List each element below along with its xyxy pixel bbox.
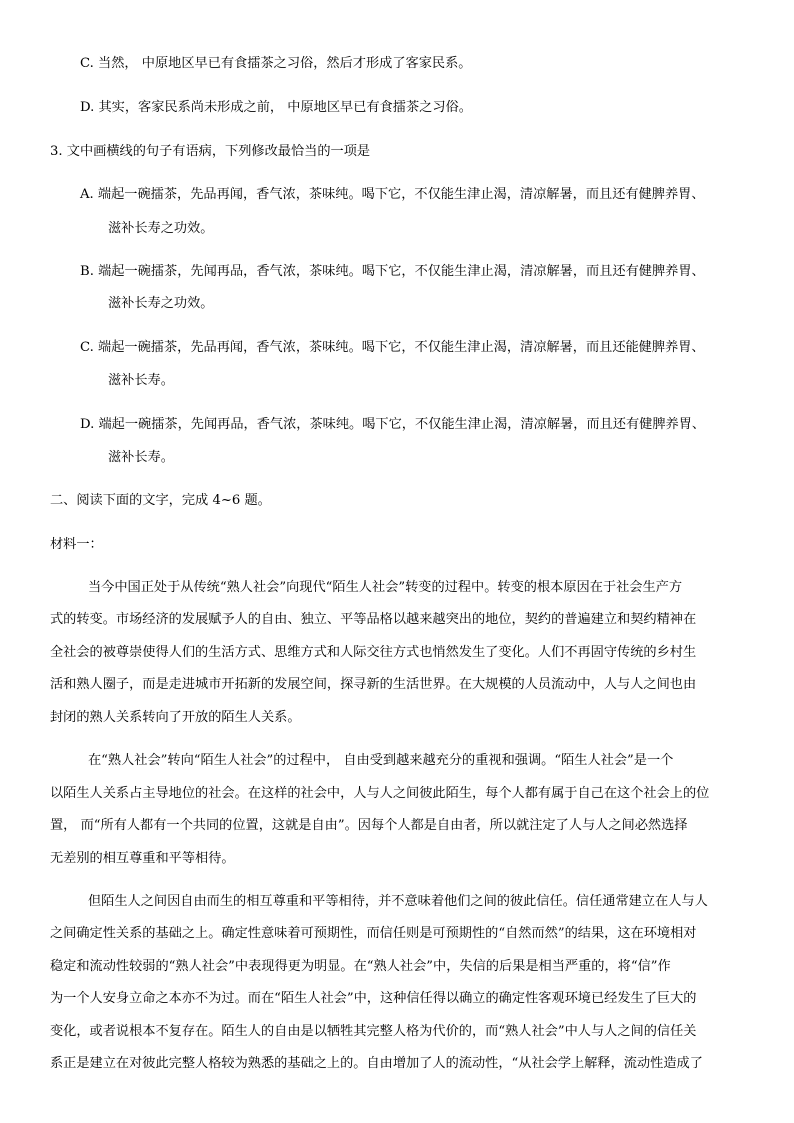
option-c-q3-line1: C. 端起一碗擂茶，先品再闻，香气浓，茶味纯。喝下它，不仅能生津止渴，清凉解暑，而且还能健脾养胃、 xyxy=(80,340,705,355)
paragraph-line: 式的转变。市场经济的发展赋予人的自由、独立、平等品格以越来越突出的地位，契约的普遍建立和契约精神在 xyxy=(50,612,697,627)
option-a-q3-line2: 滋补长寿之功效。 xyxy=(108,221,214,236)
option-c-q3-line2: 滋补长寿。 xyxy=(108,373,174,388)
paragraph-line: 封闭的熟人关系转向了开放的陌生人关系。 xyxy=(50,710,301,725)
question-3-stem: 3. 文中画横线的句子有语病，下列修改最恰当的一项是 xyxy=(50,144,371,159)
paragraph-line: 稳定和流动性较弱的“熟人社会”中表现得更为明显。在“熟人社会”中，失信的后果是相当严重的，将“信”作 xyxy=(50,959,671,974)
paragraph-line: 当今中国正处于从传统“熟人社会”向现代“陌生人社会”转变的过程中。转变的根本原因在于社会生产方 xyxy=(88,580,683,595)
paragraph-line: 无差别的相互尊重和平等相待。 xyxy=(50,851,235,866)
paragraph-line: 为一个人安身立命之本亦不为过。而在“陌生人社会”中，这种信任得以确立的确定性客观环境已经发生了巨大的 xyxy=(50,991,697,1006)
paragraph-line: 但陌生人之间因自由而生的相互尊重和平等相待，并不意味着他们之间的彼此信任。信任通常建立在人与人 xyxy=(88,894,708,909)
option-b-q3-line2: 滋补长寿之功效。 xyxy=(108,296,214,311)
paragraph-line: 之间确定性关系的基础之上。确定性意味着可预期性，而信任则是可预期性的“自然而然”的结果，这在环境相对 xyxy=(50,926,697,941)
paragraph-line: 置， 而“所有人都有一个共同的位置，这就是自由”。因每个人都是自由者，所以就注定了人与人之间必然选择 xyxy=(50,818,688,833)
paragraph-line: 在“熟人社会”转向“陌生人社会”的过程中， 自由受到越来越充分的重视和强调。“陌生人社会”是一个 xyxy=(88,753,674,768)
option-a-q3-line1: A. 端起一碗擂茶，先品再闻，香气浓，茶味纯。喝下它，不仅能生津止渴，清凉解暑，而且还有健脾养胃、 xyxy=(80,187,705,202)
option-d-q2: D. 其实，客家民系尚未形成之前， 中原地区早已有食擂茶之习俗。 xyxy=(80,100,472,115)
section-heading: 二、阅读下面的文字，完成 4~6 题。 xyxy=(50,493,271,508)
option-b-q3-line1: B. 端起一碗擂茶，先闻再品，香气浓，茶味纯。喝下它，不仅能生津止渴，清凉解暑，而且还有健脾养胃、 xyxy=(80,264,705,279)
material-label: 材料一： xyxy=(50,537,103,552)
option-d-q3-line1: D. 端起一碗擂茶，先闻再品，香气浓，茶味纯。喝下它，不仅能生津止渴，清凉解暑，而且还有健脾养胃、 xyxy=(80,417,706,432)
option-d-q3-line2: 滋补长寿。 xyxy=(108,450,174,465)
paragraph-line: 变化，或者说根本不复存在。陌生人的自由是以牺牲其完整人格为代价的，而“熟人社会”中人与人之间的信任关 xyxy=(50,1024,697,1039)
paragraph-line: 系正是建立在对彼此完整人格较为熟悉的基础之上的。自由增加了人的流动性，“从社会学上解释，流动性造成了 xyxy=(50,1056,703,1071)
paragraph-line: 以陌生人关系占主导地位的社会。在这样的社会中，人与人之间彼此陌生，每个人都有属于自己在这个社会上的位 xyxy=(50,786,710,801)
paragraph-line: 活和熟人圈子，而是走进城市开拓新的发展空间，探寻新的生活世界。在大规模的人员流动中，人与人之间也由 xyxy=(50,677,697,692)
paragraph-line: 全社会的被尊崇使得人们的生活方式、思维方式和人际交往方式也悄然发生了变化。人们不再固守传统的乡村生 xyxy=(50,645,697,660)
option-c-q2: C. 当然， 中原地区早已有食擂茶之习俗，然后才形成了客家民系。 xyxy=(80,56,472,71)
